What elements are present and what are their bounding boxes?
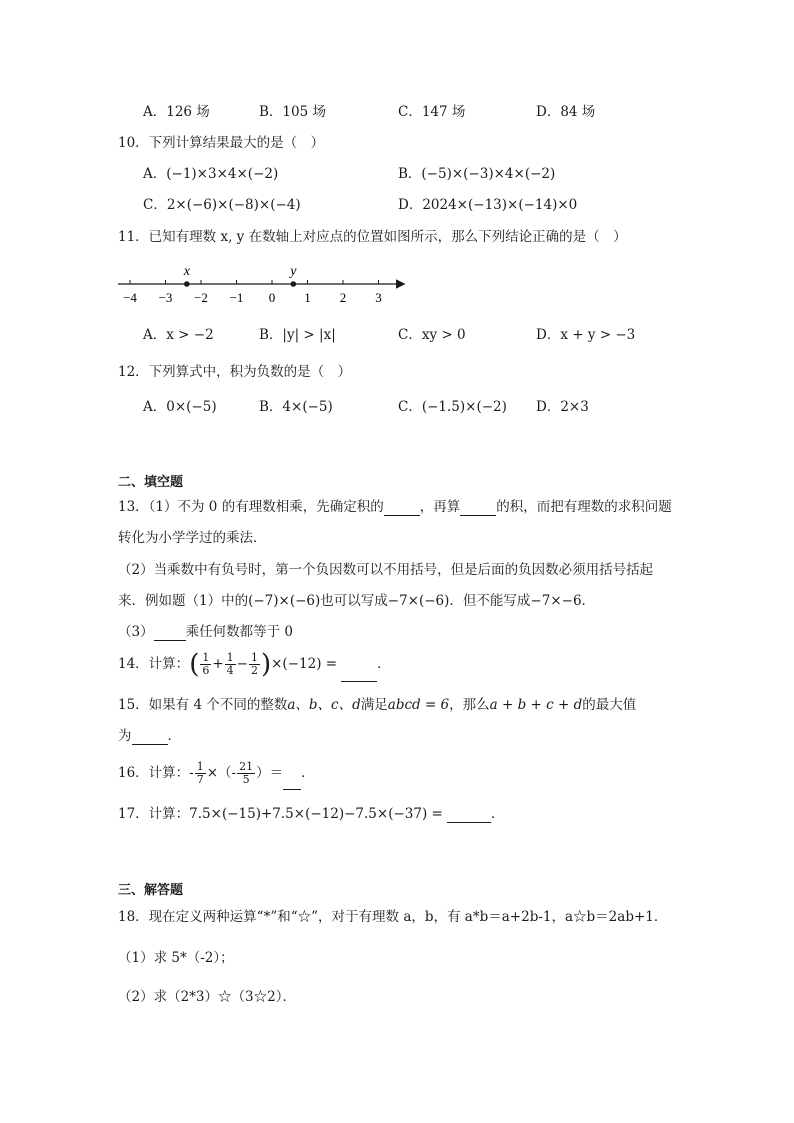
q13-text-5: 乘任何数都等于 0 <box>185 624 293 640</box>
q15-text-6: ． <box>167 728 181 744</box>
fraction-numerator: 21 <box>239 760 254 773</box>
point-x <box>184 281 190 287</box>
q12-option-b-expr: 4×(−5) <box>282 399 333 415</box>
question-13-line-5 <box>118 623 293 641</box>
question-13-line-1 <box>118 498 672 516</box>
question-12-stem: 12．下列算式中，积为负数的是（ ） <box>118 364 352 380</box>
fraction-denominator: 2 <box>250 664 258 677</box>
q11-option-a: A．x > −2 <box>143 327 214 343</box>
point-y <box>291 281 297 287</box>
question-18-part-1: （1）求 5*（-2）； <box>118 950 234 966</box>
option-a: A．126 场 <box>143 104 210 120</box>
fraction <box>200 652 211 677</box>
question-14: 14．计算：( $\frac{1}{6}$ + $\frac{1}{4}$ − $\frac{1}{2}$ )×(−12) = ． <box>118 649 391 680</box>
fraction-numerator: 1 <box>202 651 210 664</box>
option-c: C．147 场 <box>398 104 466 120</box>
q12-option-d-expr: 2×3 <box>560 399 589 415</box>
question-16 <box>118 756 315 790</box>
q15-product: abcd = 6 <box>387 697 450 713</box>
number-line-tick-label: −4 <box>123 290 137 305</box>
fraction <box>237 761 255 786</box>
answer-blank[interactable] <box>132 730 168 745</box>
q15-text-1: 15．如果有 4 个不同的整数 <box>118 697 288 713</box>
answer-blank[interactable] <box>460 501 496 516</box>
q15-text-5: 为 <box>118 728 132 744</box>
question-13-line-3: （2）当乘数中有负号时，第一个负因数可以不用括号，但是后面的负因数必须用括号括起 <box>118 562 654 578</box>
q16-prefix: 16．计算：- <box>118 765 194 781</box>
number-line-tick-label: −3 <box>158 290 173 305</box>
fraction-numerator: 1 <box>196 760 204 773</box>
number-line-tick-label: 2 <box>339 290 347 305</box>
fraction-denominator: 5 <box>242 773 250 786</box>
section-heading-problems: 三、解答题 <box>118 883 184 898</box>
fraction-denominator: 6 <box>202 664 210 677</box>
fraction <box>195 761 206 786</box>
number-line-tick-label: 3 <box>375 290 382 305</box>
q16-tail: ）＝ <box>256 765 284 781</box>
q14-prefix: 14．计算： <box>118 656 190 672</box>
q12-option-a <box>143 398 217 416</box>
answer-blank[interactable] <box>341 667 377 682</box>
q11-option-c: C．xy > 0 <box>398 327 466 343</box>
option-d: D．84 场 <box>536 104 596 120</box>
q14-end: ． <box>377 656 391 672</box>
q13-text-1: 13．（1）不为 0 的有理数相乘，先确定积的 <box>118 499 384 515</box>
option-b: B．105 场 <box>259 104 326 120</box>
left-paren: ( <box>189 649 200 680</box>
q12-option-c <box>398 398 507 416</box>
fraction-numerator: 1 <box>250 651 258 664</box>
q10-option-b: B．(−5)×(−3)×4×(−2) <box>398 166 556 182</box>
q12-option-d-letter: D． <box>536 399 561 415</box>
q11-option-d: D．x + y > −3 <box>536 327 636 343</box>
right-paren: ) <box>260 649 272 680</box>
point-y-label: y <box>290 264 297 279</box>
q13-text-2: ，再算 <box>419 499 461 515</box>
question-13-line-4: 来．例如题（1）中的(−7)×(−6)也可以写成−7×(−6)．但不能写成−7×−6． <box>118 593 596 609</box>
answer-blank[interactable] <box>384 501 420 516</box>
fraction <box>225 652 236 677</box>
question-10-stem: 10．下列计算结果最大的是（ ） <box>118 135 325 151</box>
number-line-tick-label: 1 <box>304 290 311 305</box>
q12-option-c-letter: C． <box>398 399 422 415</box>
fraction-numerator: 1 <box>226 651 234 664</box>
fraction-denominator: 7 <box>196 773 204 786</box>
number-line-tick-label: 0 <box>268 290 276 305</box>
q15-text-2: 满足 <box>360 697 388 713</box>
fraction <box>249 652 260 677</box>
q16-end: ． <box>301 765 315 781</box>
q12-option-b-letter: B． <box>259 399 283 415</box>
q15-sum: a + b + c + d <box>489 697 583 713</box>
question-11-stem: 11．已知有理数 x, y 在数轴上对应点的位置如图所示，那么下列结论正确的是（ ） <box>118 229 627 245</box>
question-18-stem: 18．现在定义两种运算“*”和“☆”，对于有理数 a，b，有 a*b＝a+2b-1，a☆b＝2ab+1． <box>118 909 668 925</box>
q17-end: ． <box>490 806 505 822</box>
question-15-line-2 <box>118 727 181 745</box>
question-15-line-1 <box>118 696 636 714</box>
question-17 <box>118 805 504 823</box>
q16-mid: ×（- <box>206 765 237 781</box>
q10-option-d: D．2024×(−13)×(−14)×0 <box>398 197 578 213</box>
q11-option-b: B．|y| > |x| <box>259 327 336 343</box>
question-18-part-2: （2）求（2*3）☆（3☆2）． <box>118 989 296 1005</box>
number-line <box>115 260 415 310</box>
q13-text-4: （3） <box>118 624 154 640</box>
q12-option-a-expr: 0×(−5) <box>166 399 217 415</box>
answer-blank[interactable] <box>154 626 186 641</box>
section-heading-fill-in: 二、填空题 <box>118 475 184 490</box>
question-13-line-2: 转化为小学学过的乘法． <box>118 530 267 546</box>
q14-tail: ×(−12) = <box>271 656 338 672</box>
q17-expression: 17．计算：7.5×(−15)+7.5×(−12)−7.5×(−37) = <box>118 806 443 822</box>
q15-text-3: ，那么 <box>449 697 490 713</box>
q10-option-a: A．(−1)×3×4×(−2) <box>143 166 279 182</box>
answer-blank[interactable] <box>283 775 301 790</box>
q12-option-c-expr: (−1.5)×(−2) <box>421 399 507 415</box>
q12-option-a-letter: A． <box>143 399 167 415</box>
number-line-tick-label: −1 <box>229 290 244 305</box>
q10-option-c: C．2×(−6)×(−8)×(−4) <box>143 197 301 213</box>
fraction-denominator: 4 <box>226 664 234 677</box>
number-line-tick-label: −2 <box>194 290 208 305</box>
q15-text-4: 的最大值 <box>582 697 637 713</box>
q15-vars: a、b、c、d <box>287 697 361 713</box>
q12-option-b <box>259 398 333 416</box>
point-x-label: x <box>183 264 190 279</box>
answer-blank[interactable] <box>447 808 491 823</box>
q13-text-3: 的积，而把有理数的求积问题 <box>496 499 672 515</box>
q12-option-d <box>536 398 589 416</box>
